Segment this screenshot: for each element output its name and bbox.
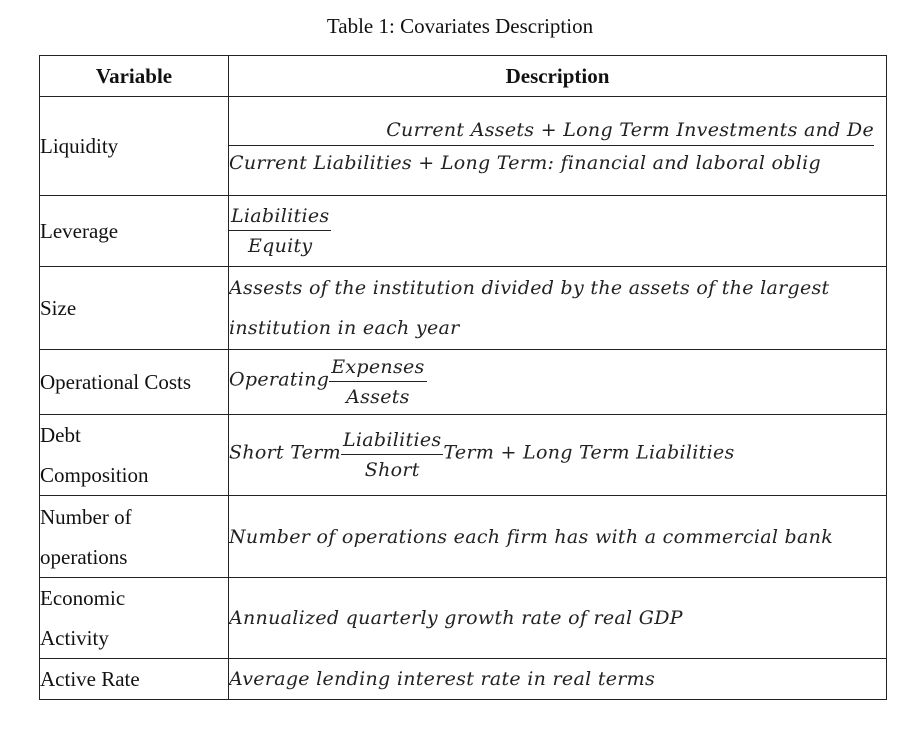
variable-operational-costs: Operational Costs <box>40 350 229 415</box>
variable-economic-activity-line-2: Activity <box>40 626 109 650</box>
variable-active-rate: Active Rate <box>40 659 229 700</box>
debt-composition-suffix: Term + Long Term Liabilities <box>443 441 735 464</box>
table-row-operational-costs <box>40 350 887 415</box>
table-row-economic-activity <box>40 578 887 659</box>
description-operational-costs <box>229 350 887 415</box>
debt-composition-numerator: Liabilities <box>341 429 443 455</box>
table-row-leverage <box>40 196 887 267</box>
size-line-2: institution in each year <box>229 317 460 339</box>
number-of-operations-text: Number of operations each firm has with a commercial bank <box>229 525 834 548</box>
leverage-denominator: Equity <box>247 235 313 257</box>
table-row-liquidity <box>40 97 887 196</box>
debt-composition-prefix: Short Term <box>229 441 341 464</box>
leverage-fraction <box>229 205 331 257</box>
header-variable: Variable <box>40 56 229 97</box>
variable-economic-activity-line-1: Economic <box>40 586 126 610</box>
variable-size: Size <box>40 267 229 350</box>
liquidity-fraction <box>229 119 887 174</box>
variable-number-of-operations-line-1: Number of <box>40 504 132 529</box>
active-rate-text: Average lending interest rate in real terms <box>229 668 656 690</box>
variable-number-of-operations <box>40 496 229 578</box>
table-row-active-rate <box>40 659 887 700</box>
variable-debt-composition-line-1: Debt <box>40 423 81 447</box>
description-economic-activity <box>229 578 887 659</box>
covariates-table <box>39 55 887 700</box>
leverage-numerator: Liabilities <box>229 205 331 231</box>
table-row-size <box>40 267 887 350</box>
variable-leverage: Leverage <box>40 196 229 267</box>
variable-debt-composition <box>40 415 229 496</box>
economic-activity-text: Annualized quarterly growth rate of real GDP <box>229 607 683 629</box>
liquidity-numerator: Current Assets + Long Term Investments and De <box>229 119 874 146</box>
variable-economic-activity <box>40 578 229 659</box>
table-header-row <box>40 56 887 97</box>
description-leverage <box>229 196 887 267</box>
liquidity-denominator: Current Liabilities + Long Term: financial and laboral oblig <box>229 151 821 174</box>
table-caption: Table 1: Covariates Description <box>326 14 594 38</box>
description-size <box>229 267 887 350</box>
operational-costs-denominator: Assets <box>346 386 410 408</box>
operational-costs-fraction <box>329 356 426 408</box>
table-row-debt-composition <box>40 415 887 496</box>
operational-costs-numerator: Expenses <box>329 356 426 382</box>
header-description: Description <box>229 56 887 97</box>
operational-costs-prefix: Operating <box>229 368 330 391</box>
debt-composition-fraction <box>341 429 443 481</box>
debt-composition-denominator: Short <box>364 459 420 481</box>
description-liquidity <box>229 97 887 196</box>
variable-liquidity: Liquidity <box>40 97 229 196</box>
description-number-of-operations <box>229 496 887 578</box>
description-debt-composition <box>229 415 887 496</box>
table-row-number-of-operations <box>40 496 887 578</box>
description-active-rate <box>229 659 887 700</box>
variable-number-of-operations-line-2: operations <box>40 544 128 569</box>
size-line-1: Assests of the institution divided by the assets of the largest <box>229 277 830 299</box>
variable-debt-composition-line-2: Composition <box>40 463 149 487</box>
